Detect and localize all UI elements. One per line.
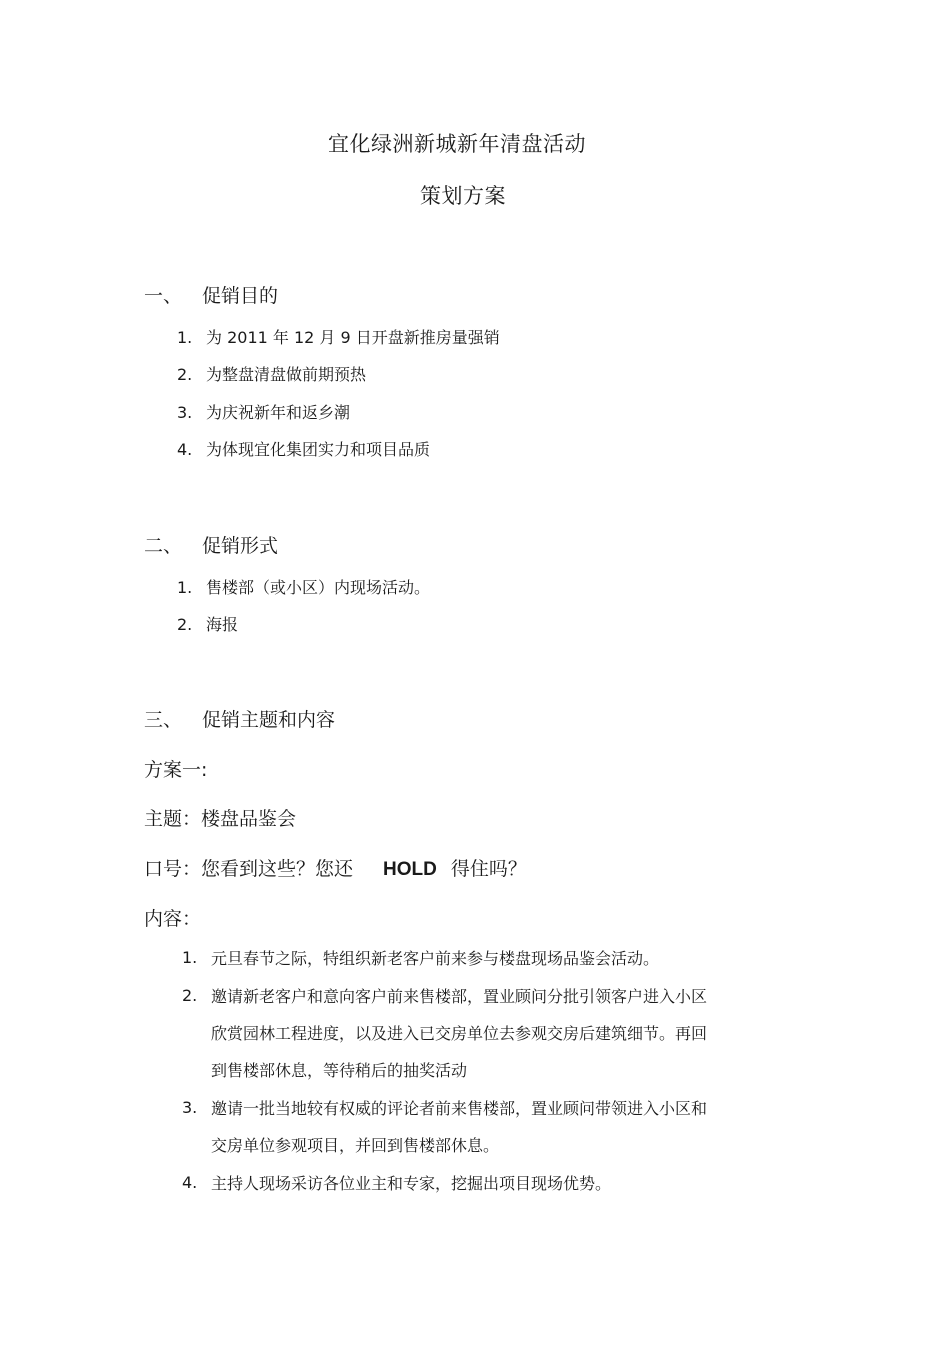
list-item-text: 售楼部（或小区）内现场活动。 <box>206 578 431 597</box>
list-item <box>177 437 430 460</box>
list-item <box>182 1173 782 1210</box>
list-item-number: 2. <box>182 986 198 1005</box>
list-item-text: 交房单位参观项目，并回到售楼部休息。 <box>211 1136 500 1155</box>
list-item-text: 元旦春节之际，特组织新老客户前来参与楼盘现场品鉴会活动。 <box>211 949 660 968</box>
list-item-text: 邀请新老客户和意向客户前来售楼部，置业顾问分批引领客户进入小区 <box>211 987 708 1006</box>
plan-label: 方案一: <box>144 759 208 781</box>
list-item <box>182 1098 782 1172</box>
section-number: 一、 <box>144 285 183 307</box>
list-item-text: 邀请一批当地较有权威的评论者前来售楼部，置业顾问带领进入小区和 <box>211 1099 708 1118</box>
list-item-number: 3. <box>177 403 193 422</box>
list-item <box>177 575 430 598</box>
list-item-text: 为 2011 年 12 月 9 日开盘新推房量强销 <box>206 328 500 347</box>
document-title: 宜化绿洲新城新年清盘活动 <box>328 132 586 156</box>
list-item-text: 主持人现场采访各位业主和专家，挖掘出项目现场优势。 <box>211 1174 612 1193</box>
slogan-prefix: 口号：您看到这些？您还 <box>144 858 354 880</box>
list-item-number: 1. <box>177 578 193 597</box>
section-number: 二、 <box>144 535 183 557</box>
slogan-suffix: 得住吗？ <box>450 858 527 880</box>
slogan-line <box>144 854 527 881</box>
content-label: 内容： <box>144 908 202 930</box>
section-heading-purpose <box>144 281 278 308</box>
list-item-text: 为体现宜化集团实力和项目品质 <box>206 440 431 459</box>
list-item-number: 3. <box>182 1098 198 1117</box>
list-item-number: 4. <box>182 1173 198 1192</box>
document-subtitle: 策划方案 <box>420 184 506 208</box>
list-item-number: 2. <box>177 615 193 634</box>
section-title: 促销目的 <box>202 285 279 307</box>
list-item-number: 1. <box>182 948 198 967</box>
section-heading-format <box>144 531 278 558</box>
section-number: 三、 <box>144 709 183 731</box>
list-item <box>182 986 782 1097</box>
list-item <box>177 612 238 635</box>
list-item <box>182 948 782 985</box>
list-item-text: 为整盘清盘做前期预热 <box>206 365 367 384</box>
list-item-text: 为庆祝新年和返乡潮 <box>206 403 351 422</box>
list-item <box>177 400 350 423</box>
list-item-text: 海报 <box>206 615 239 634</box>
section-heading-theme <box>144 705 335 732</box>
section-title: 促销主题和内容 <box>202 709 336 731</box>
list-item <box>177 325 500 348</box>
list-item-number: 1. <box>177 328 193 347</box>
theme-line: 主题：楼盘品鉴会 <box>144 808 297 830</box>
section-title: 促销形式 <box>202 535 279 557</box>
list-item-number: 2. <box>177 365 193 384</box>
list-item-number: 4. <box>177 440 193 459</box>
slogan-bold: HOLD <box>383 859 437 880</box>
list-item-text: 欣赏园林工程进度，以及进入已交房单位去参观交房后建筑细节。再回 <box>211 1024 708 1043</box>
list-item <box>177 362 366 385</box>
list-item-text: 到售楼部休息，等待稍后的抽奖活动 <box>211 1061 468 1080</box>
